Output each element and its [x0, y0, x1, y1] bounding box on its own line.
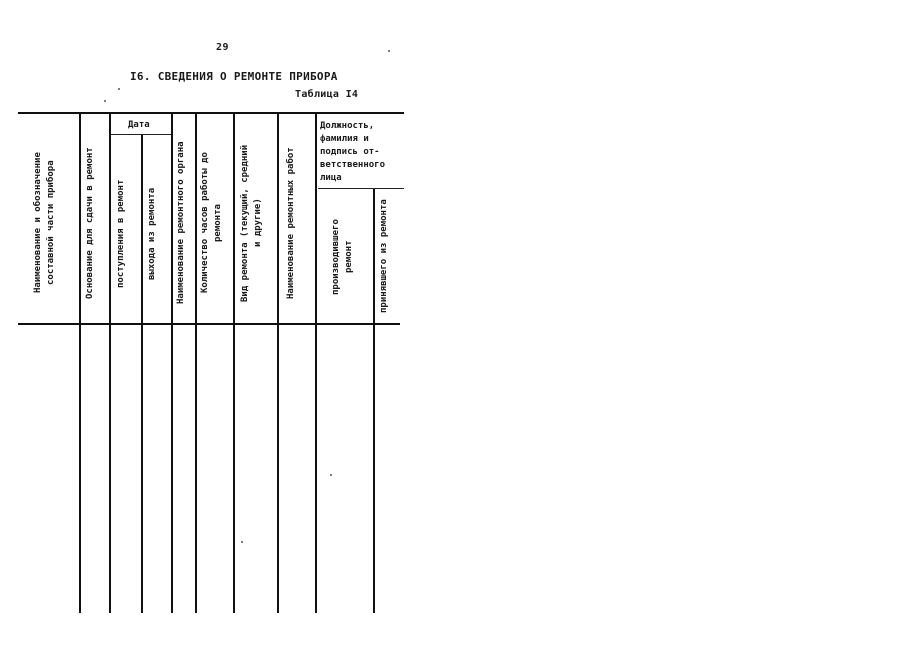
header-repair-type: Вид ремонта (текущий, средний и другие) [240, 144, 263, 302]
column-divider-6 [233, 113, 235, 613]
header-bottom-border [18, 323, 400, 325]
header-performed-by: производившего ремонт [331, 219, 354, 295]
header-date-released: выхода из ремонта [147, 187, 157, 281]
header-repair-works: Наименование ремонтных работ [286, 147, 296, 299]
scan-speck [388, 50, 390, 52]
header-date-group: Дата [128, 120, 150, 130]
header-component-name: Наименование и обозначение составной части прибора [33, 152, 56, 294]
table-top-border [18, 112, 404, 114]
column-divider-5 [195, 113, 197, 613]
header-repair-body: Наименование ремонтного органа [176, 141, 186, 305]
section-title: I6. СВЕДЕНИЯ О РЕМОНТЕ ПРИБОРА [130, 70, 338, 83]
header-responsible-group: Должность, фамилия и подпись от- ветственного лица [320, 121, 386, 183]
responsible-group-divider [318, 188, 404, 189]
header-repair-reason: Основание для сдачи в ремонт [85, 147, 95, 299]
column-divider-3 [141, 135, 143, 613]
table-label: Таблица I4 [295, 89, 359, 100]
page-number: 29 [216, 42, 230, 53]
column-divider-1 [79, 113, 81, 613]
column-divider-9 [373, 189, 375, 613]
column-divider-2 [109, 113, 111, 613]
scan-speck [104, 100, 106, 102]
scan-speck [118, 88, 120, 90]
scan-speck [241, 541, 243, 543]
header-hours-before: Количество часов работы до ремонта [200, 152, 223, 294]
header-accepted-by: принявшего из ремонта [379, 199, 389, 313]
scan-speck [330, 474, 332, 476]
header-date-received: поступления в ремонт [116, 179, 126, 289]
column-divider-7 [277, 113, 279, 613]
column-divider-4 [171, 113, 173, 613]
column-divider-8 [315, 113, 317, 613]
